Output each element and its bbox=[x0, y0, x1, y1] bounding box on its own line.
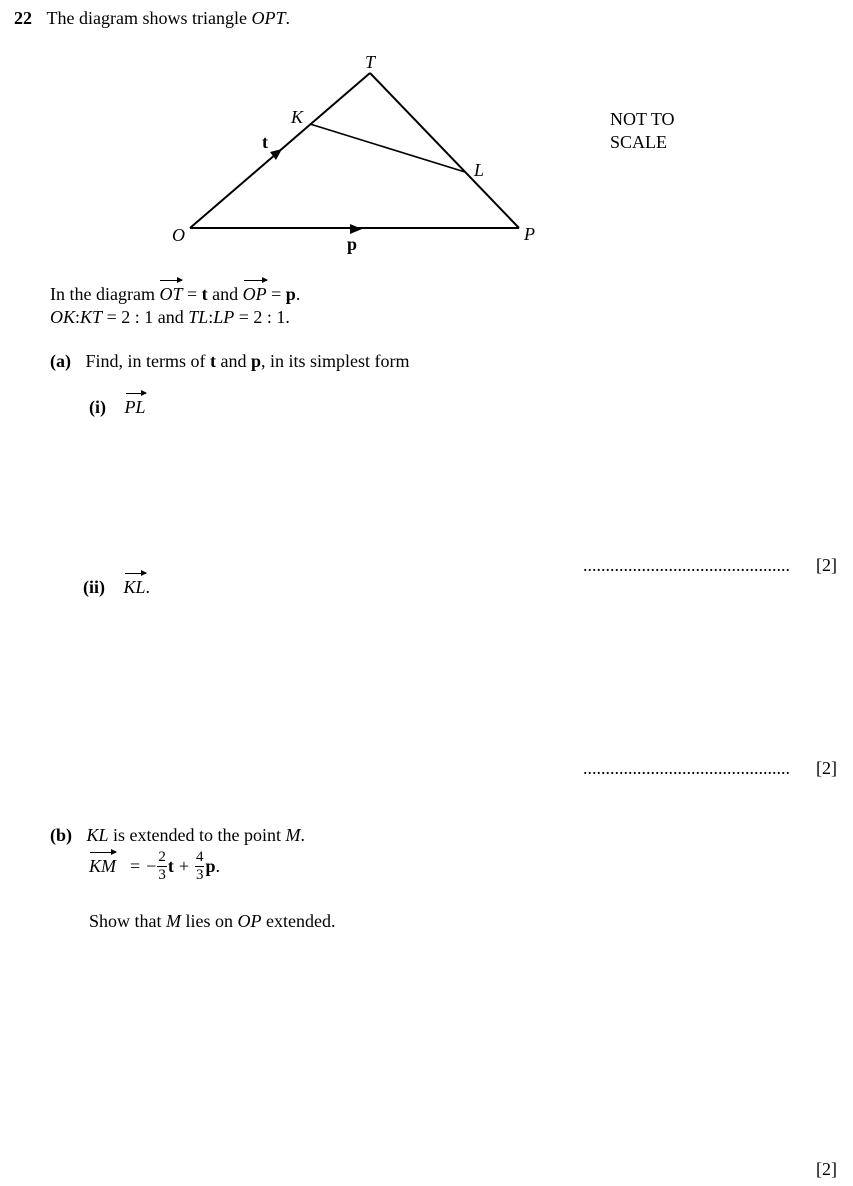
question-intro: The diagram shows triangle bbox=[46, 8, 247, 28]
fraction-1-denominator: 3 bbox=[158, 867, 166, 883]
triangle-diagram bbox=[0, 0, 853, 280]
marks-a-ii: [2] bbox=[816, 758, 837, 778]
label-O: O bbox=[172, 225, 185, 245]
question-number: 22 bbox=[14, 8, 32, 28]
km-p: p bbox=[205, 856, 216, 876]
intro-end: . bbox=[285, 8, 290, 28]
ratio-OK: OK bbox=[50, 307, 76, 327]
show-text-1: Show that bbox=[89, 911, 162, 931]
km-plus: + bbox=[178, 856, 189, 876]
part-b-text: is extended to the point bbox=[113, 825, 281, 845]
and-word: and bbox=[212, 284, 239, 304]
vector-OP: OP bbox=[242, 284, 267, 304]
vector-PL: PL bbox=[124, 397, 146, 417]
answer-dots-a-ii[interactable]: .............................................. bbox=[583, 758, 790, 778]
part-a-text: Find, in terms of bbox=[85, 351, 206, 371]
given-vectors bbox=[50, 284, 300, 305]
km-minus: − bbox=[146, 856, 157, 876]
part-b-M: M bbox=[285, 825, 301, 845]
part-b-label: (b) bbox=[50, 825, 72, 845]
part-a-ii-end: . bbox=[145, 577, 151, 597]
part-b-KL: KL bbox=[86, 825, 109, 845]
label-T: T bbox=[365, 52, 376, 72]
vector-t: t bbox=[201, 284, 208, 304]
ratio-value-2: = 2 : 1. bbox=[238, 307, 290, 327]
side-TP bbox=[370, 73, 519, 228]
part-b-end: . bbox=[300, 825, 305, 845]
part-a-prompt bbox=[50, 351, 410, 372]
equals-2: = bbox=[271, 284, 282, 304]
part-a-and: and bbox=[220, 351, 247, 371]
triangle-name: OPT bbox=[251, 8, 286, 28]
colon-1: : bbox=[75, 307, 81, 327]
km-t: t bbox=[167, 856, 174, 876]
show-text-3: extended. bbox=[266, 911, 336, 931]
label-p: p bbox=[347, 234, 358, 254]
marks-a-i: [2] bbox=[816, 555, 837, 575]
fraction-1-numerator: 2 bbox=[158, 849, 166, 865]
and-word-2: and bbox=[157, 307, 184, 327]
fraction-4-3 bbox=[195, 850, 205, 883]
arrow-p-icon bbox=[350, 224, 362, 234]
ratio-value-1: = 2 : 1 bbox=[106, 307, 154, 327]
answer-dots-a-i[interactable]: .............................................. bbox=[583, 555, 790, 575]
part-a-text-2: , in its simplest form bbox=[261, 351, 410, 371]
part-a-t: t bbox=[210, 351, 216, 371]
km-equals: = bbox=[130, 856, 141, 876]
part-a-label: (a) bbox=[50, 351, 71, 371]
given-end: . bbox=[295, 284, 301, 304]
fraction-2-3 bbox=[157, 850, 167, 883]
fraction-2-denominator: 3 bbox=[195, 867, 204, 883]
vector-KM: KM bbox=[89, 856, 116, 876]
label-P: P bbox=[524, 224, 535, 244]
given-ratios bbox=[50, 307, 290, 328]
marks-b: [2] bbox=[816, 1159, 837, 1179]
show-text-2: lies on bbox=[185, 911, 234, 931]
show-M: M bbox=[166, 911, 182, 931]
answer-line-a-ii[interactable] bbox=[583, 758, 790, 779]
vector-KL: KL bbox=[123, 577, 146, 597]
show-OP: OP bbox=[237, 911, 262, 931]
vector-OT: OT bbox=[159, 284, 183, 304]
fraction-2-numerator: 4 bbox=[195, 849, 204, 865]
km-equation bbox=[89, 850, 220, 883]
vector-p: p bbox=[285, 284, 296, 304]
part-a-ii bbox=[83, 577, 150, 598]
colon-2: : bbox=[208, 307, 214, 327]
ratio-KT: KT bbox=[80, 307, 103, 327]
not-to-scale-note bbox=[610, 108, 675, 154]
part-a-ii-label: (ii) bbox=[83, 577, 105, 597]
note-line-1: NOT TO bbox=[610, 109, 675, 129]
label-L: L bbox=[474, 160, 485, 180]
part-b-prompt bbox=[50, 825, 305, 846]
note-line-2: SCALE bbox=[610, 132, 668, 152]
part-a-i-label: (i) bbox=[89, 397, 106, 417]
part-a-p: p bbox=[251, 351, 262, 371]
answer-line-a-i[interactable] bbox=[583, 555, 790, 576]
ratio-LP: LP bbox=[213, 307, 235, 327]
part-a-i bbox=[89, 397, 146, 418]
ratio-TL: TL bbox=[188, 307, 209, 327]
equals-1: = bbox=[186, 284, 198, 304]
km-end: . bbox=[215, 856, 220, 876]
part-b-show bbox=[89, 911, 335, 932]
given-prefix: In the diagram bbox=[50, 284, 155, 304]
label-K: K bbox=[291, 107, 304, 127]
label-t: t bbox=[262, 132, 268, 152]
